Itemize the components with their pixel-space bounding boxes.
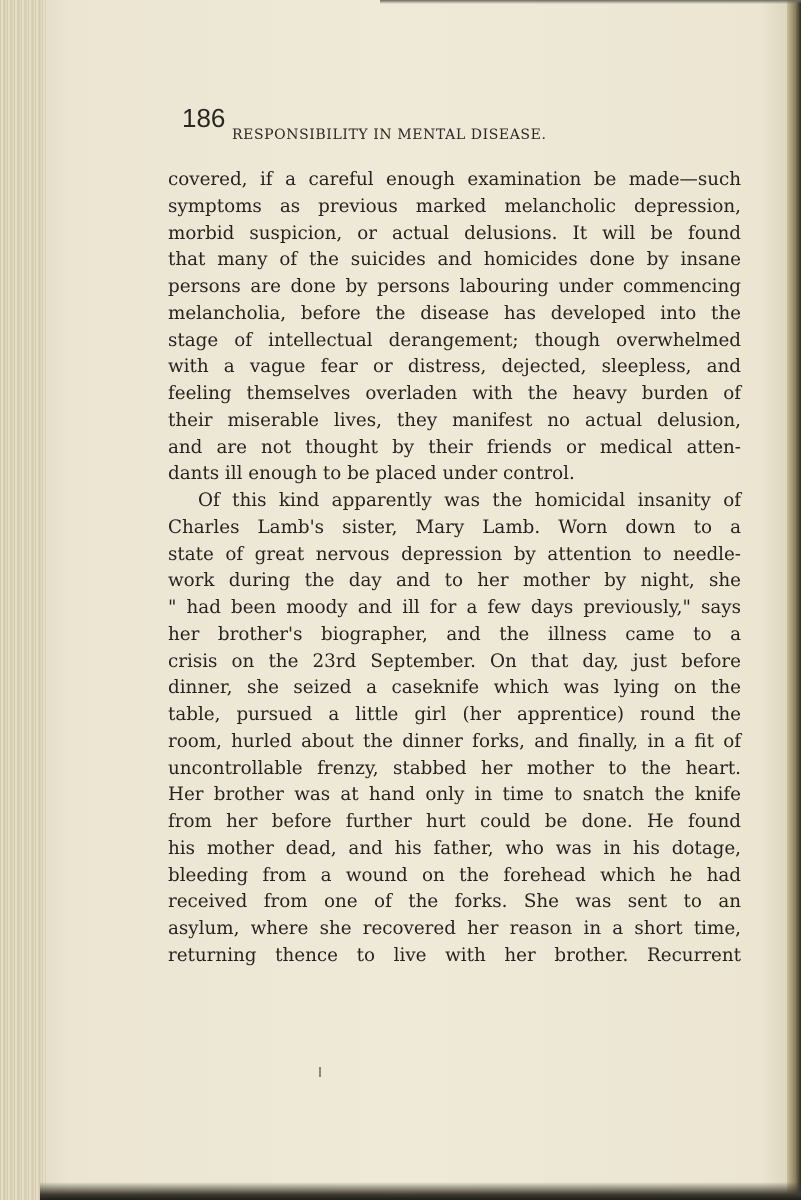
text-line: dants ill enough to be placed under control. — [168, 463, 575, 485]
body-text — [168, 167, 741, 970]
page-number: 186 — [182, 103, 226, 133]
text-line: their miserable lives, they manifest no actual delusion, — [168, 409, 741, 431]
text-line: returning thence to live with her brother. Recurrent — [168, 944, 741, 966]
print-speck — [319, 1067, 321, 1077]
text-line: his mother dead, and his father, who was in his dotage, — [168, 837, 741, 859]
book-spine-gutter — [0, 0, 46, 1200]
text-line: Her brother was at hand only in time to snatch the knife — [168, 784, 741, 806]
page-header — [182, 101, 742, 161]
text-line: her brother's biographer, and the illness came to a — [168, 623, 741, 645]
bottom-edge-shadow — [40, 1182, 801, 1200]
text-line: melancholia, before the disease has developed into the — [168, 302, 741, 324]
text-line: bleeding from a wound on the forehead which he had — [168, 864, 741, 886]
text-line: covered, if a careful enough examination be made—such — [168, 169, 741, 190]
text-line: feeling themselves overladen with the heavy burden of — [168, 383, 741, 404]
top-edge-shadow — [380, 0, 801, 4]
text-line: state of great nervous depression by attention to needle- — [168, 543, 741, 565]
text-line: from her before further hurt could be done. He found — [168, 811, 741, 832]
text-line: uncontrollable frenzy, stabbed her mother to the heart. — [168, 757, 741, 779]
text-line: stage of intellectual derangement; though overwhelmed — [168, 329, 741, 351]
text-line: with a vague fear or distress, dejected, sleepless, and — [168, 356, 741, 378]
paragraph-start-line: Of this kind apparently was the homicidal insanity of — [198, 490, 741, 511]
text-line: dinner, she seized a caseknife which was lying on the — [168, 677, 741, 699]
text-line: table, pursued a little girl (her apprentice) round the — [168, 704, 741, 725]
text-line: asylum, where she recovered her reason in a short time, — [168, 918, 741, 939]
text-line: room, hurled about the dinner forks, and finally, in a fit of — [168, 730, 741, 752]
text-line: " had been moody and ill for a few days previously," says — [168, 597, 741, 618]
running-head: RESPONSIBILITY IN MENTAL DISEASE. — [232, 127, 547, 143]
text-line: received from one of the forks. She was sent to an — [168, 891, 741, 913]
text-line: persons are done by persons labouring under commencing — [168, 276, 741, 297]
text-line: symptoms as previous marked melancholic depression, — [168, 195, 741, 217]
page-fore-edge — [787, 0, 801, 1200]
text-line: and are not thought by their friends or medical atten- — [168, 436, 741, 458]
text-line: crisis on the 23rd September. On that day, just before — [168, 650, 741, 672]
text-line: that many of the suicides and homicides done by insane — [168, 249, 741, 271]
text-line: Charles Lamb's sister, Mary Lamb. Worn down to a — [168, 516, 741, 538]
text-line: work during the day and to her mother by night, she — [168, 570, 741, 592]
text-line: morbid suspicion, or actual delusions. It will be found — [168, 222, 741, 244]
